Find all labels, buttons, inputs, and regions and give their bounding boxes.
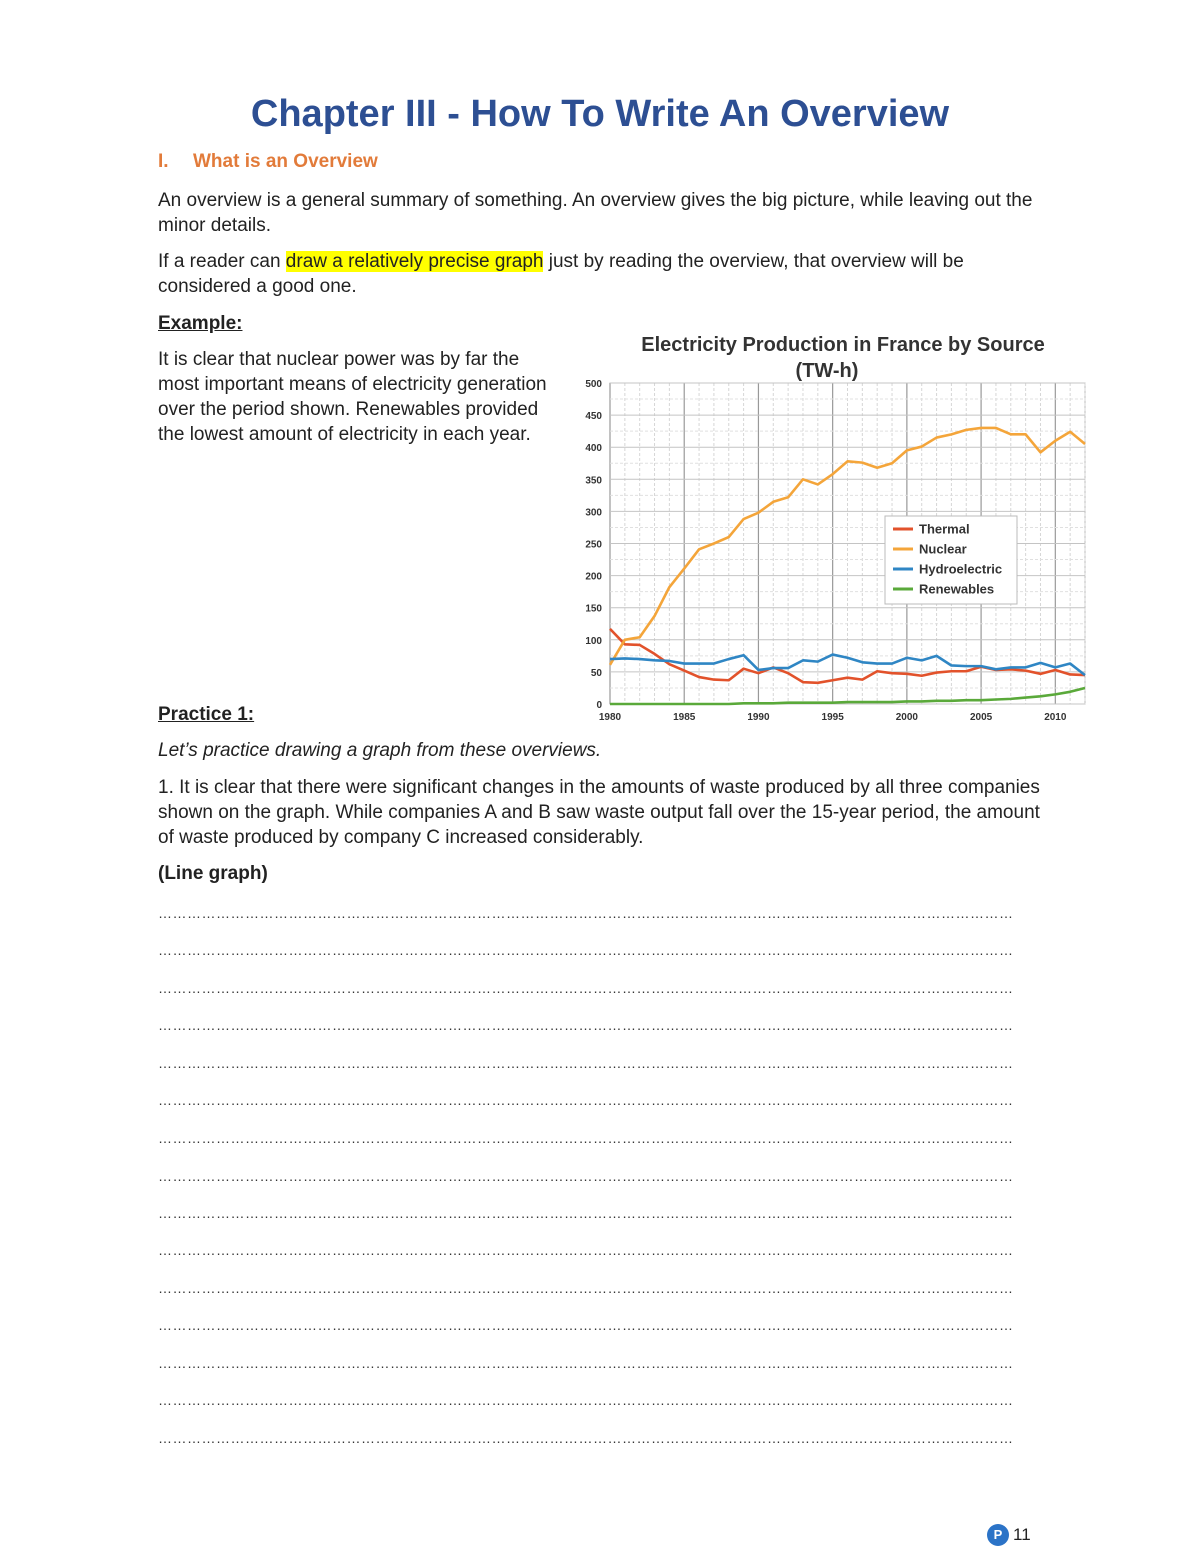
p2-before: If a reader can <box>158 251 286 272</box>
legend-label: Nuclear <box>919 541 967 557</box>
legend-label: Thermal <box>919 521 970 537</box>
dotted-line: …………………………………………………………………………………………………………………………………………………………… <box>158 1430 1014 1446</box>
chart-subtitle: (TW-h) <box>795 360 859 382</box>
dotted-line: …………………………………………………………………………………………………………………………………………………………… <box>158 1242 1014 1258</box>
y-tick-label: 350 <box>585 475 602 487</box>
intro-paragraph-2 <box>158 249 1038 299</box>
y-tick-label: 50 <box>590 667 602 679</box>
section-title: What is an Overview <box>193 151 378 172</box>
dotted-line: …………………………………………………………………………………………………………………………………………………………… <box>158 980 1014 996</box>
practice-instruction: Let’s practice drawing a graph from these overviews. <box>158 740 602 761</box>
x-tick-label: 1995 <box>821 712 844 723</box>
chart-title: Electricity Production in France by Source <box>641 334 1045 356</box>
dotted-line: …………………………………………………………………………………………………………………………………………………………… <box>158 1168 1014 1184</box>
page-badge: P <box>987 1524 1009 1546</box>
p2-after: just by reading the overview, that overview will be considered a good one. <box>158 251 964 297</box>
legend-label: Hydroelectric <box>919 561 1003 577</box>
electricity-chart <box>565 325 1095 725</box>
dotted-line: …………………………………………………………………………………………………………………………………………………………… <box>158 1017 1014 1033</box>
y-tick-label: 100 <box>585 635 602 647</box>
dotted-line: …………………………………………………………………………………………………………………………………………………………… <box>158 1392 1014 1408</box>
dotted-line: …………………………………………………………………………………………………………………………………………………………… <box>158 1130 1014 1146</box>
graph-type-label: (Line graph) <box>158 863 268 884</box>
dotted-line: …………………………………………………………………………………………………………………………………………………………… <box>158 942 1014 958</box>
highlighted-phrase: draw a relatively precise graph <box>285 251 544 272</box>
page-title: Chapter III - How To Write An Overview <box>250 93 950 135</box>
practice-item-1: 1. It is clear that there were significant changes in the amounts of waste produced by all three companies shown on the graph. While companies A and B saw waste output fall over the 15-year period, the amount of waste produced by company C increased considerably. <box>158 777 1040 848</box>
dotted-line: …………………………………………………………………………………………………………………………………………………………… <box>158 905 1014 921</box>
chart-legend <box>885 516 1017 604</box>
y-tick-label: 150 <box>585 603 602 615</box>
x-tick-label: 1985 <box>673 712 696 723</box>
y-tick-label: 250 <box>585 539 602 551</box>
page-number: 11 <box>1013 1525 1031 1544</box>
x-tick-label: 2005 <box>969 712 993 723</box>
x-tick-label: 1980 <box>598 712 622 723</box>
y-tick-label: 400 <box>585 443 602 455</box>
dotted-line: …………………………………………………………………………………………………………………………………………………………… <box>158 1280 1014 1296</box>
dotted-line: …………………………………………………………………………………………………………………………………………………………… <box>158 1092 1014 1108</box>
section-heading <box>158 151 378 173</box>
x-tick-label: 2010 <box>1044 712 1067 723</box>
y-tick-label: 500 <box>585 379 602 390</box>
y-tick-label: 300 <box>585 507 602 519</box>
intro-paragraph-1: An overview is a general summary of something. An overview gives the big picture, while leaving out the minor details. <box>158 190 1033 236</box>
dotted-line: …………………………………………………………………………………………………………………………………………………………… <box>158 1205 1014 1221</box>
y-tick-label: 0 <box>596 700 602 711</box>
dotted-line: …………………………………………………………………………………………………………………………………………………………… <box>158 1355 1014 1371</box>
dotted-line: …………………………………………………………………………………………………………………………………………………………… <box>158 1055 1014 1071</box>
x-tick-label: 1990 <box>747 712 770 723</box>
x-tick-label: 2000 <box>895 712 918 723</box>
example-label: Example: <box>158 313 243 334</box>
practice-label: Practice 1: <box>158 704 255 725</box>
y-tick-label: 200 <box>585 571 602 583</box>
legend-label: Renewables <box>919 581 995 597</box>
example-text: It is clear that nuclear power was by far the most important means of electricity generation over the period shown. Renewables provided the lowest amount of electricity in each year. <box>158 349 547 445</box>
section-number: I. <box>158 151 169 172</box>
dotted-line: …………………………………………………………………………………………………………………………………………………………… <box>158 1317 1014 1333</box>
y-tick-label: 450 <box>585 411 602 423</box>
